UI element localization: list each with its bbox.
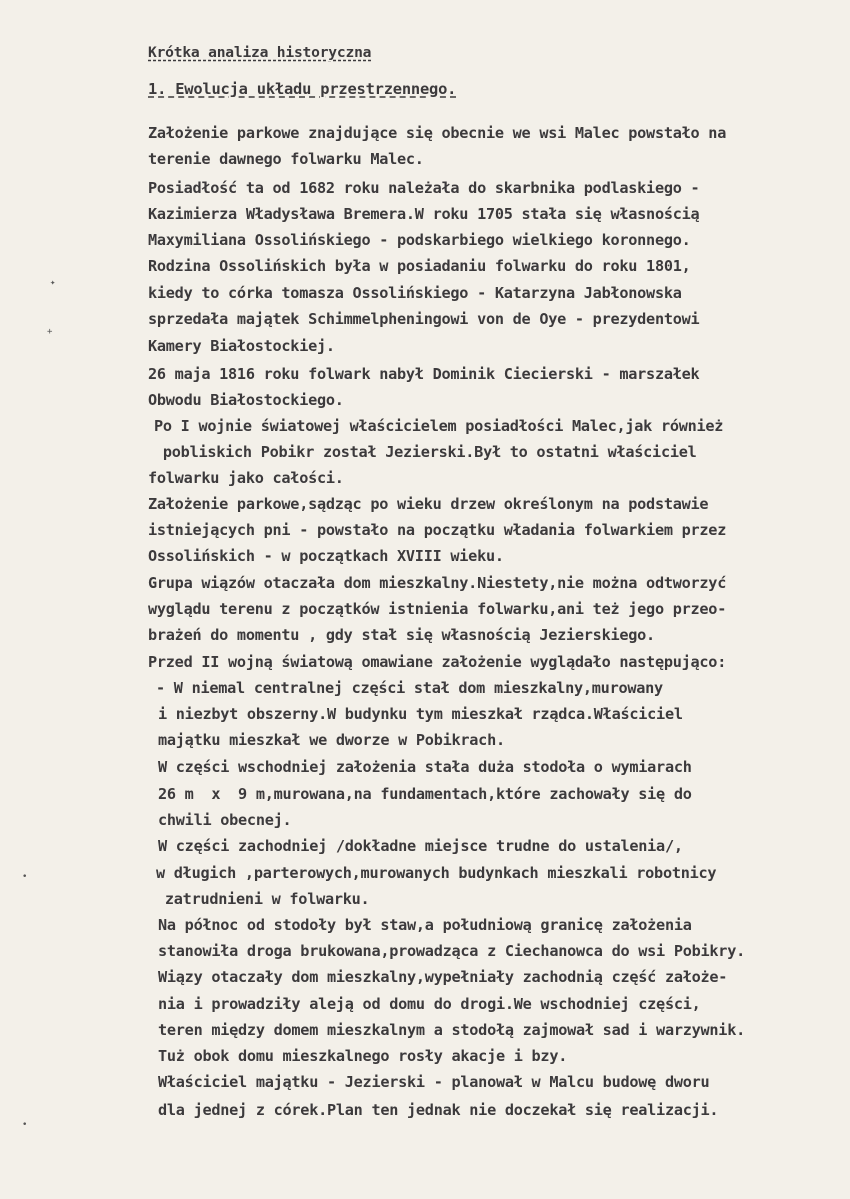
- text-line: Tuż obok domu mieszkalnego rosły akacje i bzy.: [158, 1047, 568, 1065]
- text-line: nia i prowadziły aleją od domu do drogi.We wschodniej części,: [158, 995, 701, 1013]
- text-line: 26 maja 1816 roku folwark nabył Dominik Ciecierski - marszałek: [148, 365, 700, 383]
- text-line: stanowiła droga brukowana,prowadząca z Ciechanowca do wsi Pobikry.: [158, 942, 745, 960]
- text-line: Ossolińskich - w początkach XVIII wieku.: [148, 547, 504, 565]
- text-line: Założenie parkowe,sądząc po wieku drzew określonym na podstawie: [148, 495, 709, 513]
- text-line: Grupa wiązów otaczała dom mieszkalny.Niestety,nie można odtworzyć: [148, 574, 727, 592]
- text-line: Maxymiliana Ossolińskiego - podskarbiego wielkiego koronnego.: [148, 231, 691, 249]
- text-line: Kazimierza Władysława Bremera.W roku 1705 stała się własnością: [148, 205, 700, 223]
- text-line: terenie dawnego folwarku Malec.: [148, 150, 424, 168]
- text-line: Posiadłość ta od 1682 roku należała do skarbnika podlaskiego -: [148, 179, 700, 197]
- text-line: Kamery Białostockiej.: [148, 337, 335, 355]
- text-line: W części zachodniej /dokładne miejsce trudne do ustalenia/,: [158, 837, 683, 855]
- margin-mark: ✦: [50, 278, 56, 288]
- text-line: folwarku jako całości.: [148, 469, 344, 487]
- text-line: Po I wojnie światowej właścicielem posiadłości Malec,jak również: [154, 417, 724, 435]
- text-line: brażeń do momentu , gdy stał się własnością Jezierskiego.: [148, 626, 655, 644]
- text-line: W części wschodniej założenia stała duża stodoła o wymiarach: [158, 758, 692, 776]
- text-line: Obwodu Białostockiego.: [148, 391, 344, 409]
- text-line: zatrudnieni w folwarku.: [156, 890, 370, 908]
- text-line: - W niemal centralnej części stał dom mieszkalny,murowany: [156, 679, 663, 697]
- text-line: dla jednej z córek.Plan ten jednak nie doczekał się realizacji.: [158, 1101, 719, 1119]
- text-line: istniejących pni - powstało na początku władania folwarkiem przez: [148, 521, 727, 539]
- text-line: w długich ,parterowych,murowanych budynkach mieszkali robotnicy: [156, 864, 717, 882]
- margin-mark: •: [22, 872, 28, 882]
- text-line: pobliskich Pobikr został Jezierski.Był to ostatni właściciel: [154, 443, 697, 461]
- text-line: wyglądu terenu z początków istnienia folwarku,ani też jego przeo-: [148, 600, 727, 618]
- text-line: kiedy to córka tomasza Ossolińskiego - Katarzyna Jabłonowska: [148, 284, 682, 302]
- margin-mark: +: [47, 327, 53, 337]
- document-title: Krótka analiza historyczna: [148, 44, 372, 61]
- text-line: Założenie parkowe znajdujące się obecnie we wsi Malec powstało na: [148, 124, 727, 142]
- text-line: i niezbyt obszerny.W budynku tym mieszkał rządca.Właściciel: [158, 705, 683, 723]
- text-line: majątku mieszkał we dworze w Pobikrach.: [158, 731, 505, 749]
- margin-mark: •: [22, 1120, 28, 1130]
- text-line: Rodzina Ossolińskich była w posiadaniu folwarku do roku 1801,: [148, 257, 691, 275]
- text-line: sprzedała majątek Schimmelpheningowi von de Oye - prezydentowi: [148, 310, 700, 328]
- text-line: 26 m x 9 m,murowana,na fundamentach,które zachowały się do: [158, 785, 692, 803]
- section-heading: 1. Ewolucja układu przestrzennego.: [148, 80, 457, 98]
- text-line: teren między domem mieszkalnym a stodołą zajmował sad i warzywnik.: [158, 1021, 745, 1039]
- text-line: Przed II wojną światową omawiane założenie wyglądało następująco:: [148, 653, 727, 671]
- text-line: chwili obecnej.: [158, 811, 292, 829]
- text-line: Na północ od stodoły był staw,a południową granicę założenia: [158, 916, 692, 934]
- text-line: Wiązy otaczały dom mieszkalny,wypełniały zachodnią część założe-: [158, 968, 728, 986]
- text-line: Właściciel majątku - Jezierski - planował w Malcu budowę dworu: [158, 1073, 710, 1091]
